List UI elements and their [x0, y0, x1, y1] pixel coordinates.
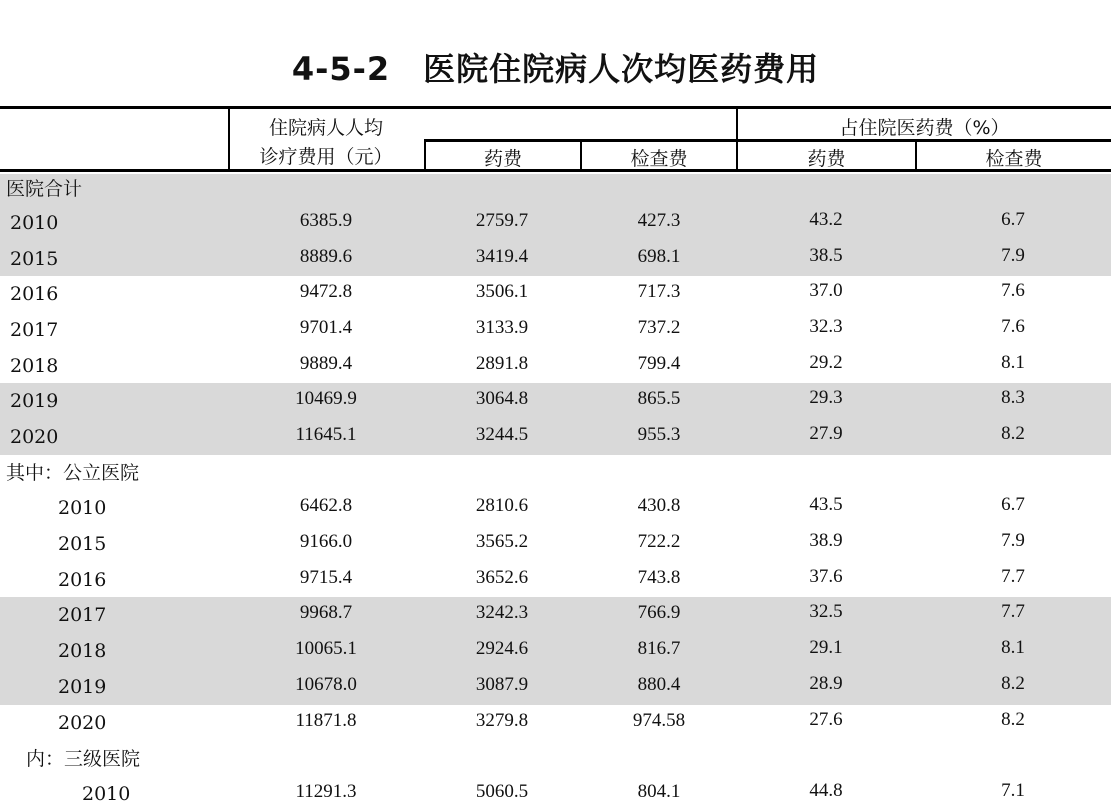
exam-pct-cell: 7.9 [1001, 530, 1025, 551]
exam-cost-cell: 427.3 [637, 210, 681, 231]
year-label: 2010 [82, 783, 131, 805]
exam-cost-cell: 737.2 [637, 317, 681, 338]
drug-cost-cell: 3087.9 [475, 674, 529, 695]
year-label: 2018 [10, 355, 59, 377]
exam-pct-cell: 8.3 [1001, 387, 1025, 408]
drug-cost-cell: 3133.9 [475, 317, 529, 338]
drug-pct-cell: 38.9 [809, 530, 843, 551]
table-row [0, 205, 1111, 241]
table-row [0, 669, 1111, 705]
header-drug: 药费 [483, 148, 522, 170]
header-exam: 检查费 [630, 148, 688, 170]
total-cost-cell: 9889.4 [299, 353, 353, 374]
exam-cost-cell: 955.3 [637, 424, 681, 445]
exam-pct-cell: 7.6 [1001, 280, 1025, 301]
section-row [0, 455, 1111, 491]
exam-pct-cell: 8.1 [1001, 352, 1025, 373]
table-row [0, 633, 1111, 669]
year-label: 2010 [58, 497, 107, 519]
total-cost-cell: 9472.8 [299, 281, 353, 302]
drug-cost-cell: 2759.7 [475, 210, 529, 231]
section-label: 其中：公立医院 [6, 462, 140, 484]
drug-pct-cell: 27.6 [809, 709, 843, 730]
total-cost-cell: 9715.4 [299, 567, 353, 588]
year-label: 2019 [58, 676, 107, 698]
total-cost-cell: 10678.0 [295, 674, 357, 695]
exam-pct-cell: 8.2 [1001, 709, 1025, 730]
header-total-line1: 住院病人人均 [268, 117, 383, 139]
year-label: 2017 [10, 319, 59, 341]
total-cost-cell: 10065.1 [295, 638, 357, 659]
exam-cost-cell: 816.7 [637, 638, 681, 659]
exam-pct-cell: 8.2 [1001, 673, 1025, 694]
drug-pct-cell: 37.0 [809, 280, 843, 301]
exam-pct-cell: 7.7 [1001, 566, 1025, 587]
total-cost-cell: 11291.3 [295, 781, 357, 802]
table-row [0, 526, 1111, 562]
table-row [0, 562, 1111, 598]
table-row [0, 490, 1111, 526]
drug-cost-cell: 2924.6 [475, 638, 529, 659]
drug-cost-cell: 3419.4 [475, 246, 529, 267]
exam-pct-cell: 7.6 [1001, 316, 1025, 337]
drug-pct-cell: 32.3 [809, 316, 843, 337]
drug-pct-cell: 38.5 [809, 245, 843, 266]
total-cost-cell: 11871.8 [295, 710, 357, 731]
table-row [0, 597, 1111, 633]
drug-pct-cell: 29.1 [809, 637, 843, 658]
exam-cost-cell: 880.4 [637, 674, 681, 695]
year-label: 2019 [10, 390, 59, 412]
section-label: 内：三级医院 [26, 748, 141, 770]
table-row [0, 276, 1111, 312]
year-label: 2015 [10, 248, 59, 270]
table-row [0, 705, 1111, 741]
total-cost-cell: 11645.1 [295, 424, 357, 445]
table-row [0, 241, 1111, 277]
table-row [0, 383, 1111, 419]
year-label: 2018 [58, 640, 107, 662]
year-label: 2016 [58, 569, 107, 591]
total-cost-cell: 6385.9 [299, 210, 353, 231]
exam-cost-cell: 722.2 [637, 531, 681, 552]
table-row [0, 348, 1111, 384]
header-pct-group: 占住院医药费（%） [839, 117, 1010, 139]
drug-pct-cell: 43.2 [809, 209, 843, 230]
drug-cost-cell: 3242.3 [475, 602, 529, 623]
drug-cost-cell: 3279.8 [475, 710, 529, 731]
drug-pct-cell: 27.9 [809, 423, 843, 444]
table-row [0, 312, 1111, 348]
total-cost-cell: 6462.8 [299, 495, 353, 516]
exam-cost-cell: 799.4 [637, 353, 681, 374]
exam-pct-cell: 7.1 [1001, 780, 1025, 801]
header-total-line2: 诊疗费用（元） [259, 146, 393, 168]
total-cost-cell: 8889.6 [299, 246, 353, 267]
year-label: 2020 [10, 426, 59, 448]
drug-pct-cell: 28.9 [809, 673, 843, 694]
year-label: 2017 [58, 604, 107, 626]
drug-pct-cell: 37.6 [809, 566, 843, 587]
total-cost-cell: 9701.4 [299, 317, 353, 338]
exam-pct-cell: 8.2 [1001, 423, 1025, 444]
exam-cost-cell: 430.8 [637, 495, 681, 516]
drug-pct-cell: 43.5 [809, 494, 843, 515]
table-row [0, 419, 1111, 455]
header-exam-pct: 检查费 [985, 148, 1043, 170]
year-label: 2010 [10, 212, 59, 234]
exam-cost-cell: 766.9 [637, 602, 681, 623]
exam-cost-cell: 698.1 [637, 246, 681, 267]
drug-cost-cell: 3506.1 [475, 281, 529, 302]
drug-cost-cell: 3565.2 [475, 531, 529, 552]
table-row [0, 776, 1111, 812]
total-cost-cell: 9166.0 [299, 531, 353, 552]
year-label: 2015 [58, 533, 107, 555]
drug-cost-cell: 5060.5 [475, 781, 529, 802]
drug-cost-cell: 3064.8 [475, 388, 529, 409]
year-label: 2016 [10, 283, 59, 305]
table-title: 4-5-2 医院住院病人次均医药费用 [291, 50, 820, 88]
exam-cost-cell: 743.8 [637, 567, 681, 588]
top-rule [0, 106, 1111, 109]
year-label: 2020 [58, 712, 107, 734]
exam-cost-cell: 974.58 [632, 710, 686, 731]
exam-pct-cell: 7.9 [1001, 245, 1025, 266]
drug-pct-cell: 32.5 [809, 601, 843, 622]
section-row [0, 741, 1111, 777]
drug-cost-cell: 3244.5 [475, 424, 529, 445]
exam-cost-cell: 717.3 [637, 281, 681, 302]
exam-pct-cell: 8.1 [1001, 637, 1025, 658]
drug-cost-cell: 2891.8 [475, 353, 529, 374]
drug-pct-cell: 29.3 [809, 387, 843, 408]
exam-cost-cell: 804.1 [637, 781, 681, 802]
total-cost-cell: 10469.9 [295, 388, 357, 409]
header-drug-pct: 药费 [807, 148, 846, 170]
drug-cost-cell: 2810.6 [475, 495, 529, 516]
drug-pct-cell: 29.2 [809, 352, 843, 373]
drug-cost-cell: 3652.6 [475, 567, 529, 588]
drug-pct-cell: 44.8 [809, 780, 843, 801]
total-cost-cell: 9968.7 [299, 602, 353, 623]
exam-pct-cell: 7.7 [1001, 601, 1025, 622]
section-label: 医院合计 [6, 178, 83, 200]
exam-pct-cell: 6.7 [1001, 209, 1025, 230]
exam-pct-cell: 6.7 [1001, 494, 1025, 515]
exam-cost-cell: 865.5 [637, 388, 681, 409]
